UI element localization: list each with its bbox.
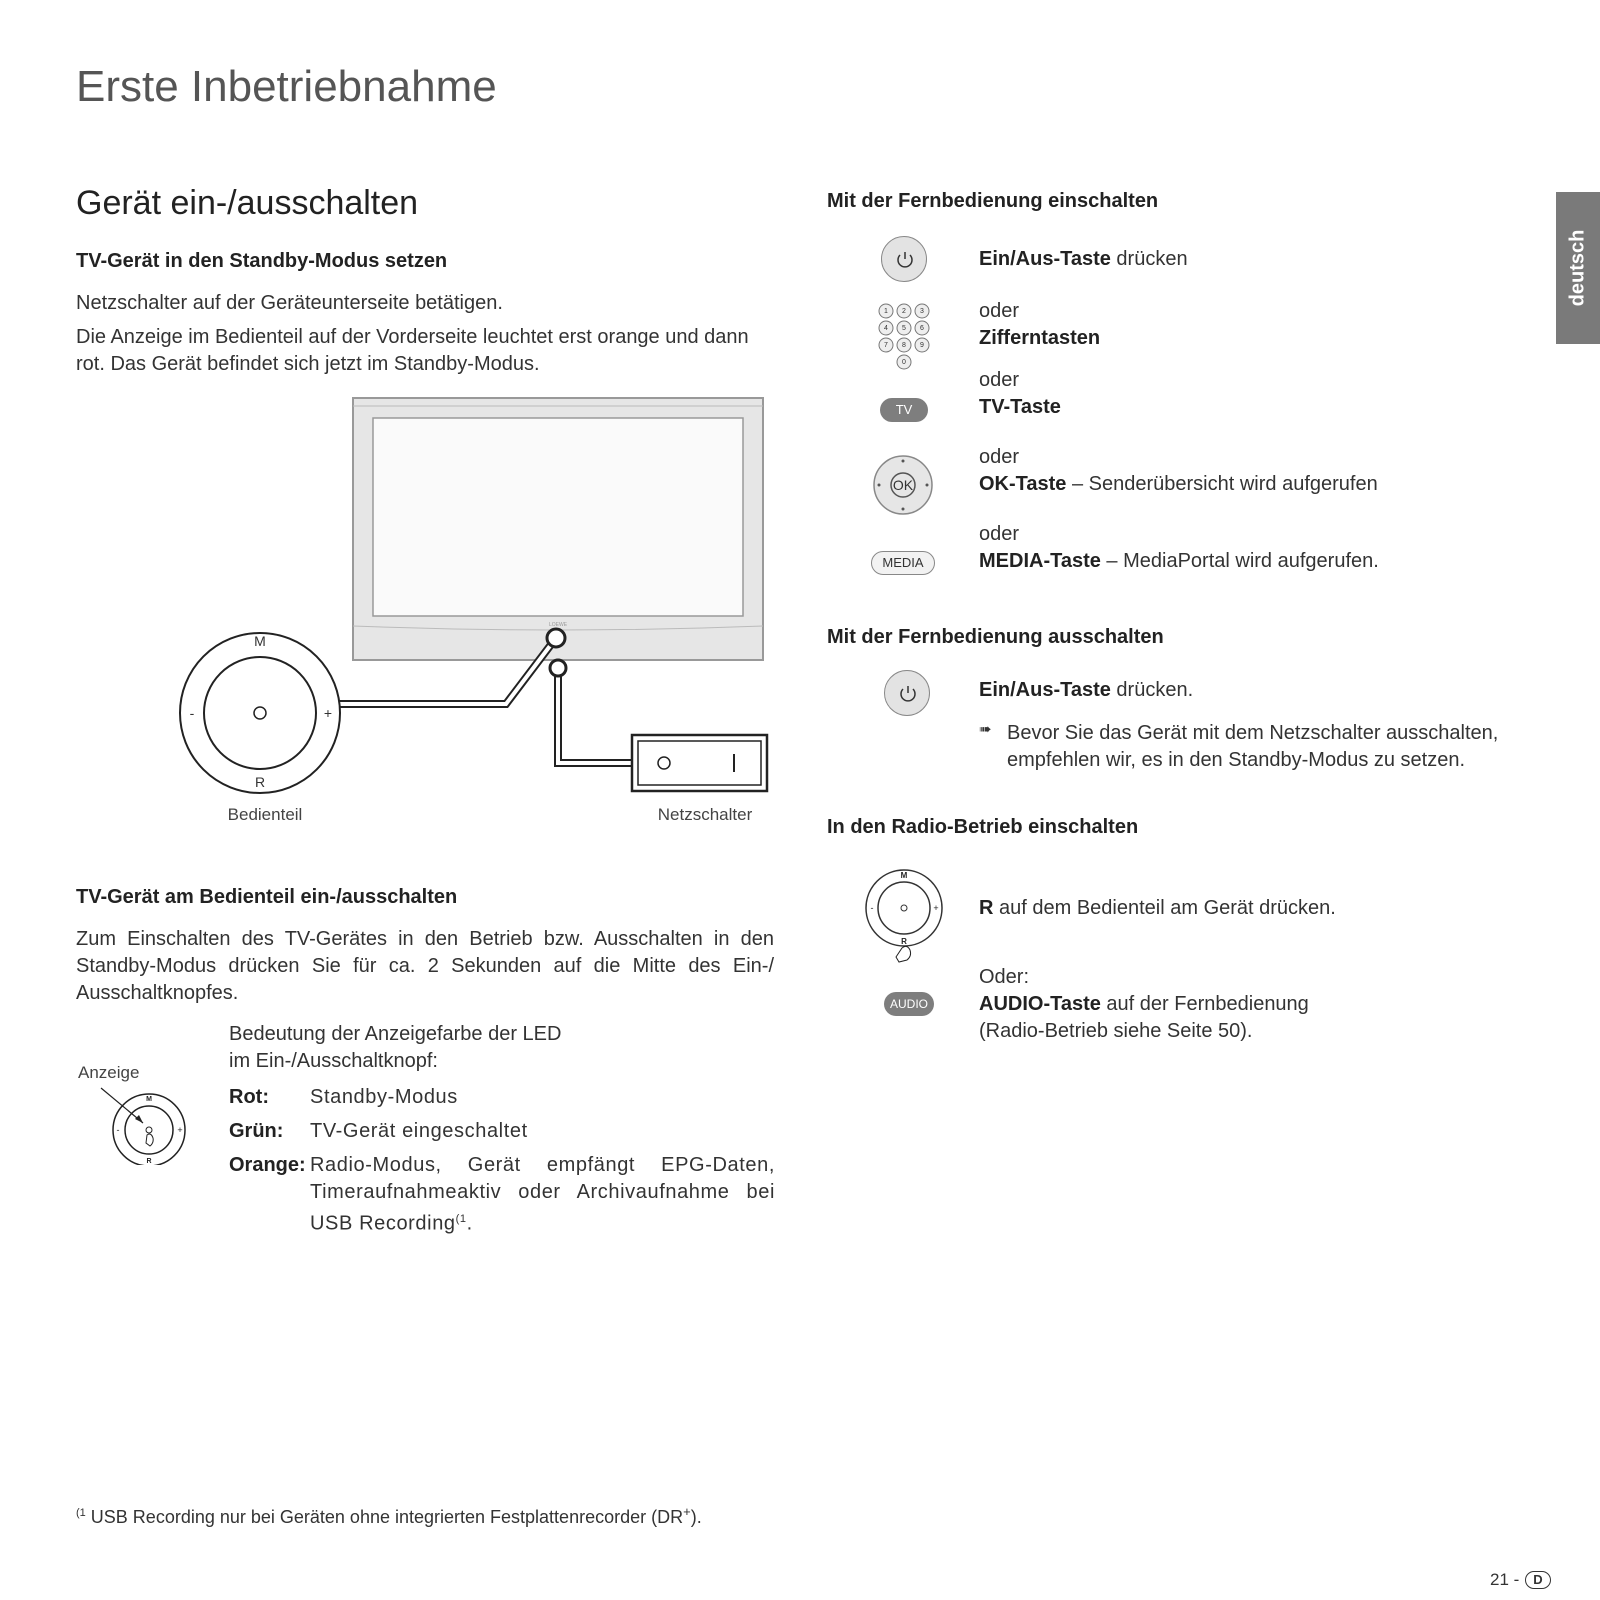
footnote-ref: (1 — [455, 1213, 467, 1225]
oder-text: oder — [979, 369, 1020, 391]
panel-paragraph: Zum Einschalten des TV-Gerätes in den Betrieb bzw. Ausschalten in den Standby-Modus drücken Sie für ca. 2 Sekunden auf die Mitte des Ein-/ Ausschaltknopfes. — [76, 928, 774, 1004]
footnote-text: USB Recording nur bei Geräten ohne integrierten Festplattenrecorder (DR — [90, 1507, 684, 1527]
svg-text:4: 4 — [884, 325, 888, 332]
svg-text:6: 6 — [920, 325, 924, 332]
svg-text:1: 1 — [884, 308, 888, 315]
row-text: auf dem Bedienteil am Gerät drücken. — [993, 897, 1336, 919]
remote-on-row-2 — [979, 298, 1100, 352]
led-row-orange — [229, 1152, 775, 1238]
small-dial-minus: - — [116, 1125, 120, 1135]
panel-heading: TV-Gerät am Bedienteil ein-/ausschalten — [76, 886, 458, 908]
page-number-text: 21 - — [1490, 1570, 1520, 1589]
caption-netzschalter: Netzschalter — [657, 805, 753, 824]
page-title: Erste Inbetriebnahme — [76, 62, 497, 111]
remote-on-row-1 — [979, 246, 1188, 273]
standby-paragraph-2: Die Anzeige im Bedienteil auf der Vorderseite leuchtet erst orange und dann rot. Das Gerät befindet sich jetzt im Standby-Modus. — [76, 326, 749, 375]
row-text: – MediaPortal wird aufgerufen. — [1100, 550, 1379, 572]
section-title: Gerät ein-/ausschalten — [76, 184, 419, 222]
anzeige-label: Anzeige — [78, 1063, 140, 1082]
key-name: R — [979, 897, 994, 919]
led-value-tail: . — [466, 1212, 473, 1235]
footnote-mark: (1 — [76, 1507, 86, 1519]
radio-dial-icon — [862, 868, 946, 966]
oder-text: Oder: — [979, 966, 1030, 988]
tv-screen — [373, 418, 743, 616]
media-key: MEDIA — [871, 551, 935, 575]
dial-center-led — [254, 707, 266, 719]
radio-dial-r: R — [901, 937, 907, 946]
standby-heading: TV-Gerät in den Standby-Modus setzen — [76, 250, 448, 272]
radio-dial-m: M — [900, 871, 908, 880]
key-name: Ein/Aus-Taste — [979, 248, 1111, 270]
svg-text:5: 5 — [902, 325, 906, 332]
language-tab-label: deutsch — [1566, 229, 1589, 307]
row-text: drücken — [1110, 248, 1188, 270]
row-text: drücken. — [1110, 679, 1194, 701]
led-key: Grün: — [229, 1120, 284, 1142]
svg-text:8: 8 — [902, 342, 906, 349]
led-intro-1: Bedeutung der Anzeigefarbe der LED — [229, 1023, 562, 1045]
key-name: TV-Taste — [979, 396, 1061, 418]
key-name: Ein/Aus-Taste — [979, 679, 1111, 701]
svg-text:9: 9 — [920, 342, 924, 349]
radio-row-1 — [979, 895, 1336, 922]
power-button — [881, 236, 927, 282]
audio-key: AUDIO — [884, 992, 934, 1016]
svg-text:3: 3 — [920, 308, 924, 315]
dial-plus-label: + — [323, 705, 333, 721]
arrow-icon: ➠ — [979, 721, 992, 738]
key-name: MEDIA-Taste — [979, 550, 1101, 572]
remote-on-heading: Mit der Fernbedienung einschalten — [827, 190, 1159, 212]
footnote — [76, 1504, 702, 1528]
led-key: Orange: — [229, 1154, 306, 1176]
power-button-off — [884, 670, 930, 716]
tv-brand-label: LOEWE — [548, 622, 568, 628]
standby-paragraph-1: Netzschalter auf der Geräteunterseite betätigen. — [76, 292, 503, 314]
footnote-plus: + — [683, 1504, 691, 1519]
power-icon — [882, 237, 928, 283]
dial-minus-label: - — [189, 705, 195, 721]
small-dial-m: M — [146, 1096, 152, 1103]
page-number — [1490, 1570, 1551, 1590]
footnote-end: ). — [690, 1507, 702, 1527]
svg-text:0: 0 — [902, 359, 906, 366]
small-dial-figure — [95, 1085, 195, 1165]
small-dial-r: R — [146, 1158, 152, 1165]
oder-text: oder — [979, 446, 1020, 468]
power-icon — [885, 671, 931, 717]
oder-text: oder — [979, 300, 1020, 322]
key-name: OK-Taste — [979, 473, 1067, 495]
switch-connector — [550, 660, 566, 676]
led-row-rot — [229, 1084, 775, 1111]
led-value-orange — [310, 1152, 775, 1238]
led-connector — [547, 629, 565, 647]
row-text: – Senderübersicht wird aufgerufen — [1066, 473, 1378, 495]
caption-bedienteil: Bedienteil — [227, 805, 303, 824]
radio-heading: In den Radio-Betrieb einschalten — [827, 816, 1139, 838]
led-key: Rot: — [229, 1086, 269, 1108]
remote-off-row-1 — [979, 677, 1193, 704]
key-name: AUDIO-Taste — [979, 993, 1101, 1015]
led-value: TV-Gerät eingeschaltet — [310, 1120, 528, 1142]
led-value: Radio-Modus, Gerät empfängt EPG-Daten, Timeraufnahmeaktiv oder Archivaufnahme bei USB Recording — [310, 1154, 775, 1235]
remote-off-note: Bevor Sie das Gerät mit dem Netzschalter ausschalten, empfehlen wir, es in den Standby-Modus zu setzen. — [1007, 722, 1499, 771]
remote-on-row-4 — [979, 444, 1378, 498]
row-text: auf der Fernbedienung — [1100, 993, 1309, 1015]
finger-icon — [896, 946, 911, 962]
radio-dial-minus: - — [870, 903, 874, 913]
led-row-gruen — [229, 1118, 775, 1145]
ok-key-icon — [872, 454, 934, 516]
oder-text: oder — [979, 523, 1020, 545]
radio-row-2 — [979, 964, 1309, 1045]
digit-keys-icon — [876, 302, 932, 374]
row-text-line2: (Radio-Betrieb siehe Seite 50). — [979, 1020, 1253, 1042]
tv-power-figure — [170, 390, 780, 830]
remote-off-heading: Mit der Fernbedienung ausschalten — [827, 626, 1164, 648]
key-name: Zifferntasten — [979, 327, 1101, 349]
led-intro-2: im Ein-/Ausschaltknopf: — [229, 1050, 438, 1072]
language-tab — [1556, 192, 1600, 344]
remote-on-row-3 — [979, 367, 1061, 421]
svg-text:7: 7 — [884, 342, 888, 349]
ok-label: OK — [892, 477, 914, 493]
small-dial-plus: + — [177, 1125, 183, 1135]
tv-key: TV — [880, 398, 928, 422]
led-value: Standby-Modus — [310, 1086, 458, 1108]
dial-r-label: R — [254, 774, 266, 790]
dial-m-label: M — [254, 633, 266, 649]
page-badge: D — [1525, 1571, 1550, 1589]
svg-text:2: 2 — [902, 308, 906, 315]
cable-switch — [558, 668, 632, 763]
radio-dial-plus: + — [933, 903, 939, 913]
led-meaning-list — [229, 1084, 775, 1245]
remote-on-row-5 — [979, 521, 1379, 575]
